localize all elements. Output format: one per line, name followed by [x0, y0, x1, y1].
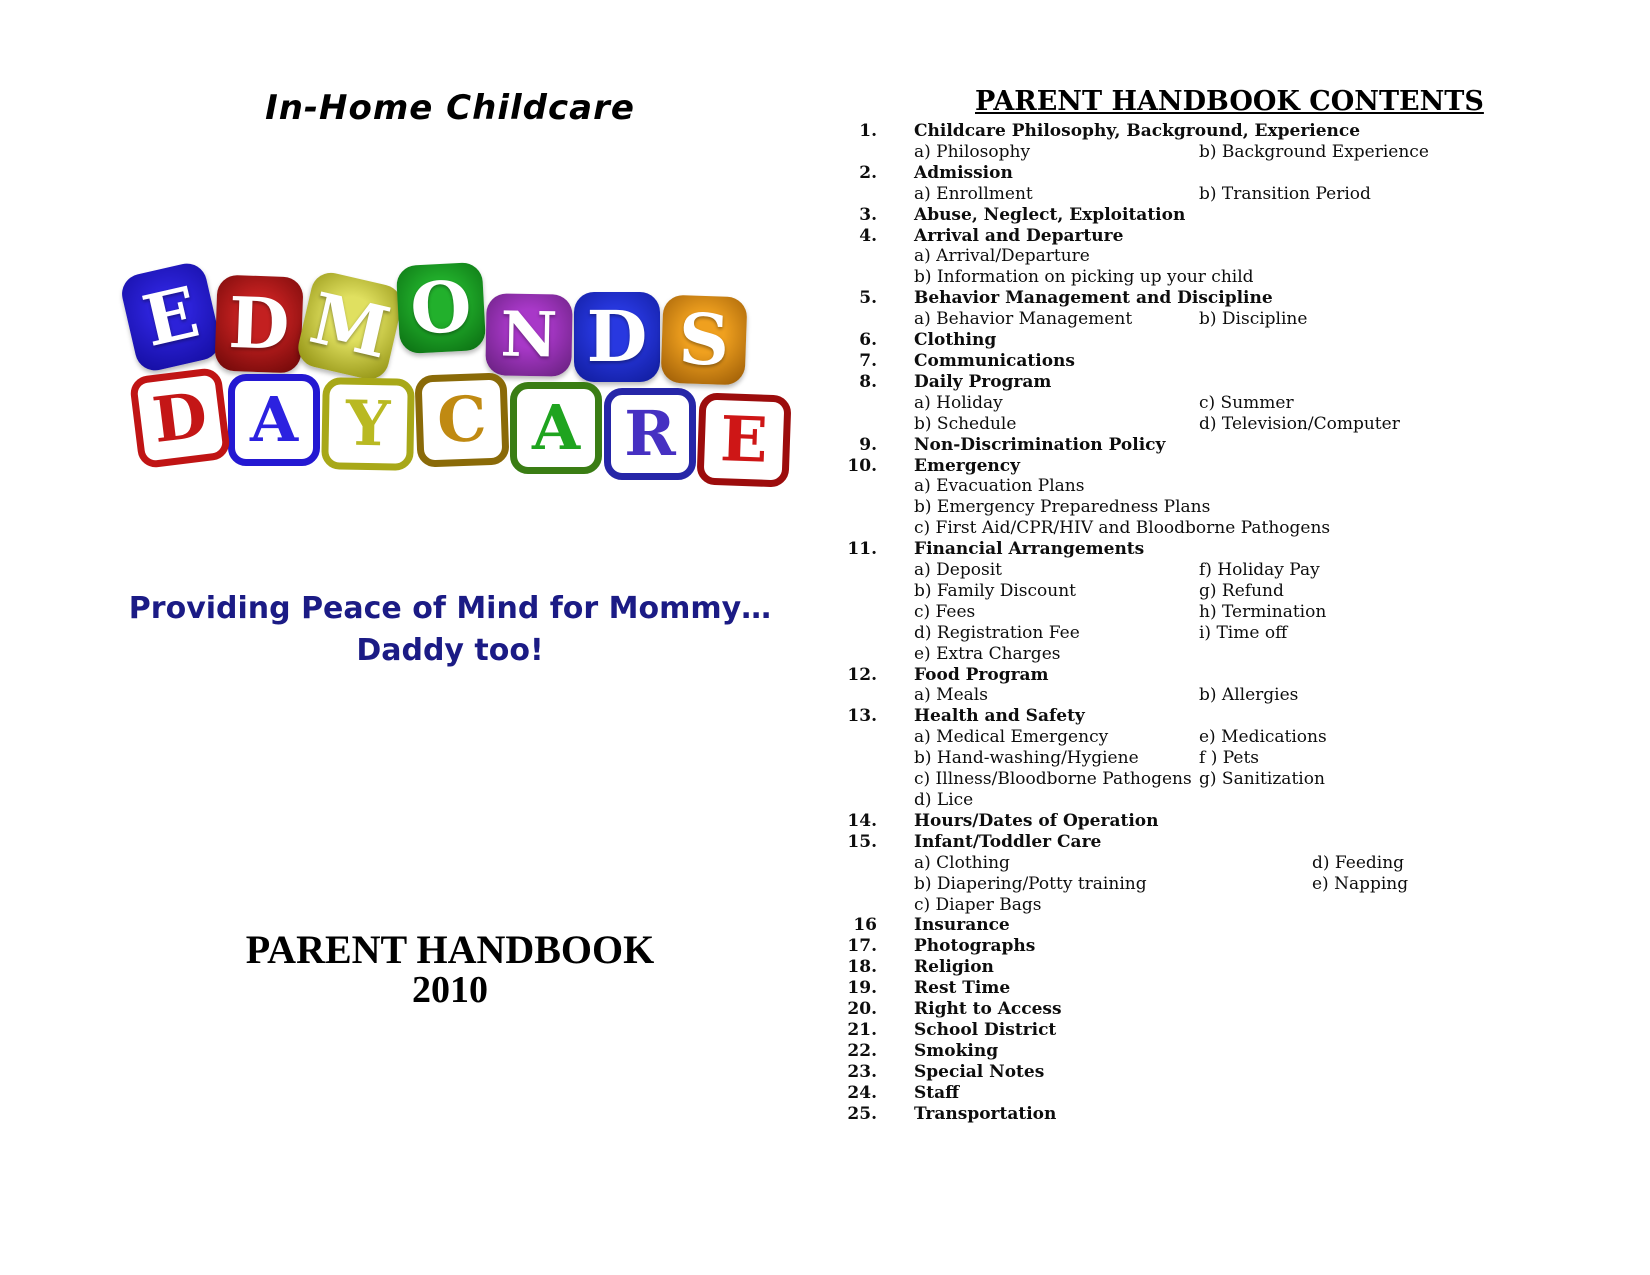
toc-subitem: b) Diapering/Potty training	[914, 873, 1147, 894]
toc-subrow	[841, 727, 1501, 748]
logo-block-e	[696, 392, 791, 487]
toc-entry-headrow	[841, 372, 1501, 393]
toc-entry-number: 19.	[847, 978, 877, 999]
toc-subrow	[841, 560, 1501, 581]
toc-entry-title: Arrival and Departure	[914, 225, 1124, 246]
logo-block-m	[294, 269, 405, 383]
toc-entry-title: Admission	[914, 162, 1013, 183]
toc-subitem: a) Evacuation Plans	[914, 476, 1085, 497]
toc-entry-headrow	[841, 1083, 1501, 1104]
toc-entry-title: Staff	[914, 1082, 960, 1103]
toc-entry-title: Food Program	[914, 664, 1049, 685]
toc-entry-headrow	[841, 1104, 1501, 1125]
toc-entry-title: Smoking	[914, 1040, 999, 1061]
toc-subitem: b) Discipline	[1199, 309, 1308, 330]
toc-entry	[841, 978, 1501, 999]
toc-subrow	[841, 142, 1501, 163]
toc-entry-title: Special Notes	[914, 1061, 1045, 1082]
toc-subitem: c) Summer	[1199, 392, 1294, 413]
toc-entry-headrow	[841, 665, 1501, 686]
toc-entry-title: Religion	[914, 957, 994, 978]
toc-entry-number: 7.	[859, 350, 877, 371]
toc-entry-number: 2.	[859, 162, 877, 183]
toc-subrow	[841, 414, 1501, 435]
toc-subitem: b) Family Discount	[914, 580, 1076, 601]
toc-entry-headrow	[841, 978, 1501, 999]
toc-entry-number: 1.	[859, 121, 877, 141]
toc-entry-headrow	[841, 351, 1501, 372]
toc-subitem: e) Extra Charges	[914, 643, 1061, 664]
logo-word-edmonds	[128, 262, 808, 384]
toc-entry	[841, 456, 1501, 540]
toc-subitem: c) Diaper Bags	[914, 894, 1042, 915]
toc-subitem: f) Holiday Pay	[1199, 560, 1320, 581]
toc-entry-title: Right to Access	[914, 999, 1062, 1020]
logo-letter: E	[719, 402, 769, 477]
logo-letter: D	[586, 295, 648, 378]
toc-entry-headrow	[841, 205, 1501, 226]
toc-entry	[841, 539, 1501, 664]
toc-entry	[841, 1062, 1501, 1083]
toc-entry-title: Childcare Philosophy, Background, Experience	[914, 121, 1361, 141]
toc-subitem: g) Sanitization	[1199, 769, 1325, 790]
toc-entry-title: Hours/Dates of Operation	[914, 810, 1159, 831]
toc-subitem: d) Registration Fee	[914, 622, 1080, 643]
toc-subrow	[841, 644, 1501, 665]
toc-subrow	[841, 309, 1501, 330]
toc-entry-headrow	[841, 1020, 1501, 1041]
toc-subrow	[841, 853, 1501, 874]
toc-subrow	[841, 581, 1501, 602]
toc-entry	[841, 1041, 1501, 1062]
toc-subitem: a) Medical Emergency	[914, 727, 1109, 748]
toc-entry-headrow	[841, 936, 1501, 957]
logo-letter: D	[148, 378, 212, 458]
logo-word-daycare	[134, 372, 792, 486]
toc-entry-headrow	[841, 456, 1501, 477]
toc-subitem: b) Information on picking up your child	[914, 267, 1254, 288]
toc-subitem: c) Fees	[914, 601, 976, 622]
logo-block-e	[118, 260, 224, 375]
logo-block-o	[396, 262, 486, 354]
toc-subitem: c) Illness/Bloodborne Pathogens	[914, 769, 1192, 790]
toc-entry-number: 22.	[847, 1040, 877, 1061]
toc-subitem: d) Lice	[914, 790, 974, 810]
toc-entry-number: 6.	[859, 330, 877, 351]
toc-entry	[841, 205, 1501, 226]
tagline-line2: Daddy too!	[356, 633, 544, 668]
toc-subitem: a) Meals	[914, 685, 988, 706]
toc-subrow	[841, 790, 1501, 811]
toc-subitem: h) Termination	[1199, 601, 1327, 622]
logo-letter: A	[249, 383, 299, 456]
logo-letter: M	[303, 276, 398, 375]
toc-subrow	[841, 874, 1501, 895]
toc-subrow	[841, 602, 1501, 623]
toc-entry-number: 18.	[847, 957, 877, 978]
logo-letter: Y	[345, 386, 391, 461]
toc-header: PARENT HANDBOOK CONTENTS	[975, 86, 1484, 117]
toc-subitem: a) Enrollment	[914, 183, 1033, 204]
toc-entry	[841, 330, 1501, 351]
toc-entry-title: Transportation	[914, 1103, 1057, 1124]
logo-letter: R	[624, 397, 676, 470]
toc-entry	[841, 351, 1501, 372]
handbook-title: PARENT HANDBOOK	[245, 927, 655, 972]
handbook-year: 2010	[412, 969, 488, 1011]
toc-subitem: c) First Aid/CPR/HIV and Bloodborne Pathogens	[914, 518, 1331, 539]
toc-subitem: b) Emergency Preparedness Plans	[914, 497, 1211, 518]
toc-entry-number: 13.	[847, 706, 877, 727]
toc-entry-number: 16	[853, 915, 877, 936]
toc-entry-number: 8.	[859, 371, 877, 392]
toc-subrow	[841, 184, 1501, 205]
toc-entry-title: School District	[914, 1019, 1057, 1040]
inhome-childcare-heading: In-Home Childcare	[265, 88, 635, 128]
toc-entry-number: 14.	[847, 810, 877, 831]
toc-subitem: i) Time off	[1199, 622, 1288, 643]
toc-entry	[841, 957, 1501, 978]
toc-subrow	[841, 267, 1501, 288]
toc-entry	[841, 811, 1501, 832]
toc-entry-number: 4.	[859, 225, 877, 246]
toc-entry-title: Daily Program	[914, 371, 1052, 392]
toc-entry	[841, 832, 1501, 916]
toc-subitem: a) Deposit	[914, 560, 1002, 581]
logo-letter: A	[531, 391, 581, 464]
toc-subitem: f ) Pets	[1199, 748, 1260, 769]
toc-subitem: a) Arrival/Departure	[914, 246, 1090, 267]
toc-entry-number: 15.	[847, 831, 877, 852]
logo-letter: D	[227, 280, 291, 367]
toc-entry-headrow	[841, 163, 1501, 184]
toc-entry-headrow	[841, 1041, 1501, 1062]
toc-subrow	[841, 769, 1501, 790]
toc-entry	[841, 226, 1501, 289]
toc-subitem: b) Hand-washing/Hygiene	[914, 748, 1139, 769]
logo-block-a	[510, 382, 602, 474]
logo-letter: S	[677, 297, 731, 382]
toc-entry-title: Behavior Management and Discipline	[914, 288, 1273, 309]
toc-entry-title: Health and Safety	[914, 706, 1085, 727]
toc-subitem: b) Transition Period	[1199, 183, 1371, 204]
toc-subitem: a) Behavior Management	[914, 309, 1133, 330]
toc-subitem: d) Feeding	[1312, 852, 1405, 873]
toc-entry	[841, 915, 1501, 936]
toc-entry-number: 10.	[847, 455, 877, 476]
toc-entry-number: 24.	[847, 1082, 877, 1103]
toc-entry	[841, 936, 1501, 957]
toc-entry	[841, 1104, 1501, 1125]
edmonds-daycare-logo	[128, 262, 808, 492]
toc-subrow	[841, 748, 1501, 769]
toc-entry-number: 9.	[859, 434, 877, 455]
toc-entry-headrow	[841, 999, 1501, 1020]
toc-list	[841, 121, 1501, 1125]
toc-entry-headrow	[841, 435, 1501, 456]
toc-entry-number: 20.	[847, 999, 877, 1020]
toc-entry-headrow	[841, 957, 1501, 978]
toc-entry-headrow	[841, 706, 1501, 727]
toc-entry-number: 25.	[847, 1103, 877, 1124]
logo-block-d	[574, 292, 660, 382]
toc-entry	[841, 288, 1501, 330]
toc-entry-headrow	[841, 915, 1501, 936]
toc-subrow	[841, 518, 1501, 539]
logo-letter: N	[500, 297, 558, 372]
toc-entry-headrow	[841, 832, 1501, 853]
logo-block-a	[228, 374, 320, 466]
toc-entry-title: Financial Arrangements	[914, 539, 1145, 560]
toc-subrow	[841, 393, 1501, 414]
toc-subrow	[841, 476, 1501, 497]
toc-entry	[841, 665, 1501, 707]
tagline	[0, 588, 900, 672]
toc-entry-number: 11.	[847, 539, 877, 560]
toc-entry-headrow	[841, 226, 1501, 247]
toc-entry-headrow	[841, 330, 1501, 351]
toc-subitem: b) Allergies	[1199, 685, 1299, 706]
toc-entry	[841, 1083, 1501, 1104]
toc-subrow	[841, 246, 1501, 267]
toc-entry-title: Photographs	[914, 936, 1036, 957]
toc-entry-number: 3.	[859, 204, 877, 225]
toc-entry	[841, 435, 1501, 456]
toc-subitem: g) Refund	[1199, 580, 1284, 601]
toc-entry	[841, 1020, 1501, 1041]
toc-entry-headrow	[841, 121, 1501, 142]
toc-entry-title: Non-Discrimination Policy	[914, 434, 1166, 455]
logo-block-d	[214, 275, 303, 374]
toc-entry-title: Emergency	[914, 455, 1021, 476]
toc-subitem: d) Television/Computer	[1199, 413, 1400, 434]
toc-subitem: b) Schedule	[914, 413, 1017, 434]
toc-subitem: e) Napping	[1312, 873, 1409, 894]
logo-block-r	[604, 388, 696, 480]
toc-subitem: a) Clothing	[914, 852, 1010, 873]
logo-block-d	[129, 367, 232, 470]
logo-letter: C	[436, 382, 488, 457]
toc-entry-number: 12.	[847, 664, 877, 685]
toc-entry-title: Infant/Toddler Care	[914, 831, 1102, 852]
toc-subitem: a) Philosophy	[914, 141, 1031, 162]
toc-entry	[841, 163, 1501, 205]
toc-entry-title: Clothing	[914, 330, 997, 351]
toc-entry-title: Insurance	[914, 915, 1010, 936]
toc-entry-number: 17.	[847, 936, 877, 957]
toc-entry-headrow	[841, 288, 1501, 309]
logo-block-y	[321, 377, 415, 471]
toc-entry-title: Communications	[914, 350, 1075, 371]
toc-entry-headrow	[841, 539, 1501, 560]
toc-entry-title: Rest Time	[914, 978, 1011, 999]
toc-subrow	[841, 895, 1501, 916]
toc-subrow	[841, 623, 1501, 644]
toc-subitem: a) Holiday	[914, 392, 1003, 413]
toc-subitem: e) Medications	[1199, 727, 1327, 748]
toc-subitem: b) Background Experience	[1199, 141, 1429, 162]
toc-entry	[841, 372, 1501, 435]
toc-entry-headrow	[841, 1062, 1501, 1083]
toc-entry	[841, 121, 1501, 163]
logo-block-c	[414, 372, 509, 467]
toc-subrow	[841, 685, 1501, 706]
toc-entry-number: 21.	[847, 1019, 877, 1040]
toc-entry	[841, 706, 1501, 811]
logo-letter: O	[408, 264, 474, 351]
logo-letter: E	[135, 270, 207, 363]
toc-subrow	[841, 497, 1501, 518]
tagline-line1: Providing Peace of Mind for Mommy…	[128, 591, 772, 626]
toc-entry-headrow	[841, 811, 1501, 832]
toc-entry-title: Abuse, Neglect, Exploitation	[914, 204, 1186, 225]
toc-entry	[841, 999, 1501, 1020]
toc-entry-number: 23.	[847, 1061, 877, 1082]
logo-block-n	[485, 293, 572, 376]
toc-entry-number: 5.	[859, 288, 877, 309]
